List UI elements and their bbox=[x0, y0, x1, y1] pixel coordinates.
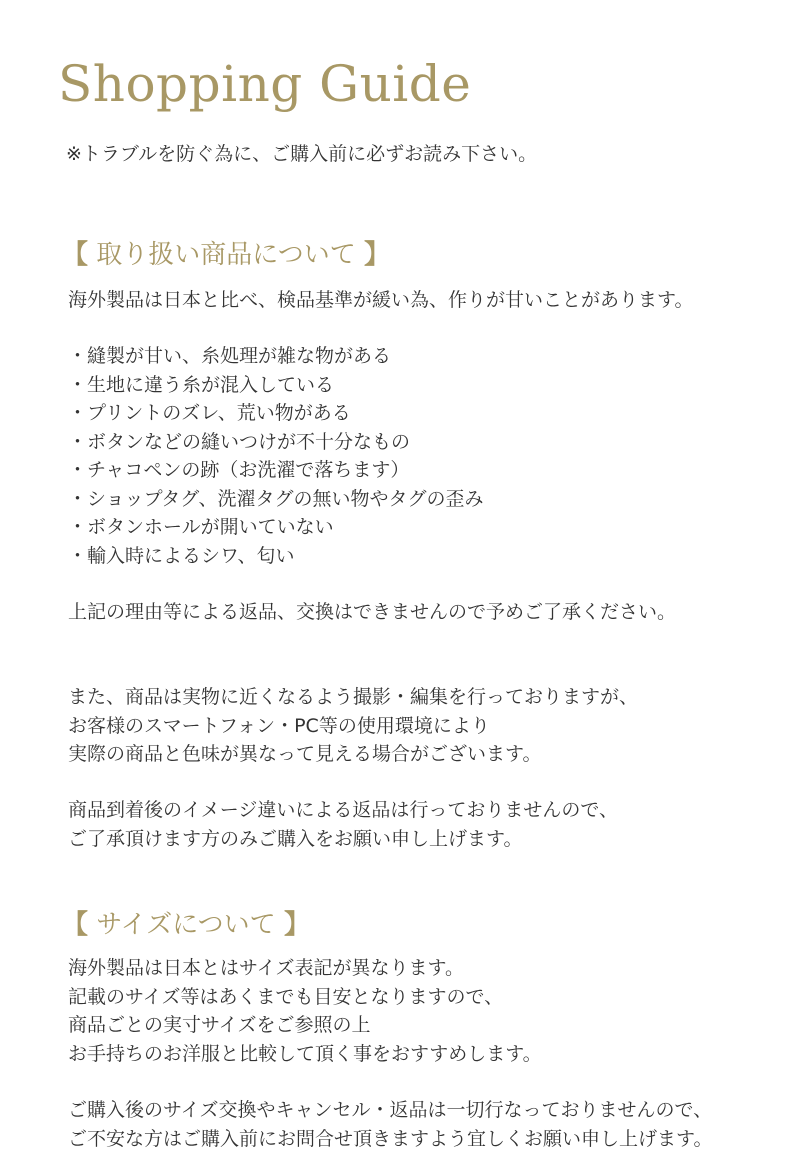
list-item: ・生地に違う糸が混入している bbox=[68, 373, 335, 396]
paragraph-line: ご了承頂けます方のみご購入をお願い申し上げます。 bbox=[68, 827, 523, 850]
paragraph-line: ご不安な方はご購入前にお問合せ頂きますよう宜しくお願い申し上げます。 bbox=[68, 1127, 713, 1150]
bracket-open: 【 bbox=[62, 240, 89, 270]
bracket-close: 】 bbox=[364, 240, 391, 270]
paragraph-line: ご購入後のサイズ交換やキャンセル・返品は一切行なっておりませんので、 bbox=[68, 1099, 713, 1121]
size-note bbox=[68, 954, 542, 1068]
handling-closing bbox=[68, 598, 676, 627]
paragraph-line: また、商品は実物に近くなるよう撮影・編集を行っておりますが、 bbox=[68, 686, 639, 708]
return-note bbox=[68, 796, 618, 853]
photo-note bbox=[68, 683, 638, 769]
paragraph-line: お手持ちのお洋服と比較して頂く事をおすすめします。 bbox=[68, 1042, 542, 1065]
warning-note: ※トラブルを防ぐ為に、ご購入前に必ずお読み下さい。 bbox=[66, 143, 538, 165]
paragraph-line: 記載のサイズ等はあくまでも目安となりますので、 bbox=[68, 985, 504, 1008]
paragraph-line: 実際の商品と色味が異なって見える場合がございます。 bbox=[68, 743, 542, 765]
handling-intro bbox=[68, 286, 693, 315]
paragraph-line: 商品ごとの実寸サイズをご参照の上 bbox=[68, 1014, 371, 1036]
list-item: ・ショップタグ、洗濯タグの無い物やタグの歪み bbox=[68, 487, 484, 510]
heading-text: サイズについて bbox=[96, 910, 276, 940]
cancel-note bbox=[68, 1096, 712, 1153]
heading-text: 取り扱い商品について bbox=[96, 240, 356, 270]
paragraph-line: お客様のスマートフォン・PC等の使用環境により bbox=[68, 714, 490, 737]
intro-text: 海外製品は日本と比べ、検品基準が緩い為、作りが甘いことがあります。 bbox=[68, 289, 694, 311]
closing-text: 上記の理由等による返品、交換はできませんので予めご了承ください。 bbox=[68, 601, 677, 623]
list-item: ・チャコペンの跡（お洗濯で落ちます） bbox=[68, 459, 410, 481]
bracket-close: 】 bbox=[283, 910, 310, 940]
list-item: ・ボタンなどの縫いつけが不十分なもの bbox=[68, 430, 411, 453]
list-item: ・輸入時によるシワ、匂い bbox=[68, 544, 295, 567]
bracket-open: 【 bbox=[62, 910, 89, 940]
defect-list bbox=[68, 342, 484, 570]
list-item: ・ボタンホールが開いていない bbox=[68, 516, 334, 538]
list-item: ・縫製が甘い、糸処理が雑な物がある bbox=[68, 345, 392, 367]
paragraph-line: 商品到着後のイメージ違いによる返品は行っておりませんので、 bbox=[68, 799, 619, 821]
section-heading-handling bbox=[62, 238, 390, 272]
section-heading-size bbox=[62, 908, 310, 942]
paragraph-line: 海外製品は日本とはサイズ表記が異なります。 bbox=[68, 957, 464, 979]
list-item: ・プリントのズレ、荒い物がある bbox=[68, 402, 351, 424]
page-title: Shopping Guide bbox=[58, 55, 472, 113]
